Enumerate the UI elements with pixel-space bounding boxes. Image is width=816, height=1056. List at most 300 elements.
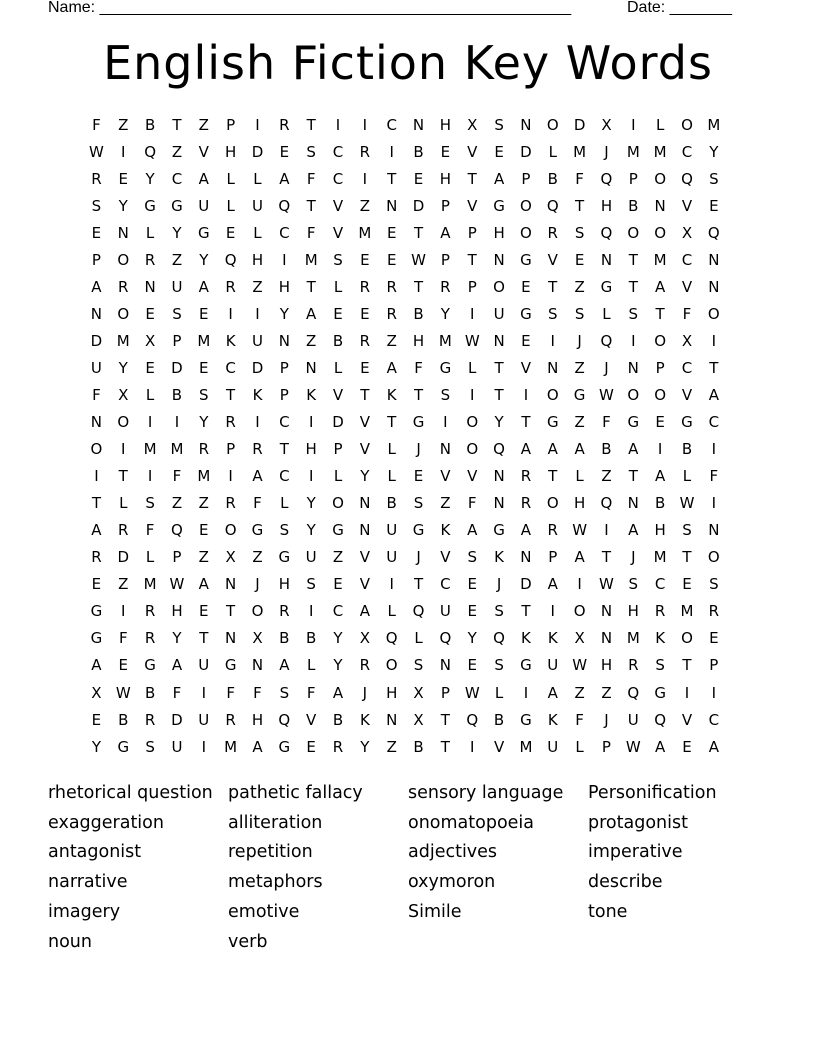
grid-letter[interactable]: F (253, 683, 262, 702)
grid-letter[interactable]: E (145, 304, 155, 323)
grid-letter[interactable]: A (493, 169, 505, 188)
grid-letter[interactable]: O (654, 331, 667, 350)
grid-letter[interactable]: Y (306, 494, 316, 513)
grid-letter[interactable]: Q (278, 710, 291, 729)
grid-letter[interactable]: E (199, 602, 209, 621)
grid-letter[interactable]: X (91, 683, 102, 702)
grid-letter[interactable]: N (90, 413, 103, 432)
grid-letter[interactable]: O (520, 223, 532, 242)
grid-letter[interactable]: D (251, 358, 264, 377)
grid-letter[interactable]: E (279, 142, 290, 161)
grid-letter[interactable]: A (198, 575, 209, 594)
grid-letter[interactable]: Z (574, 413, 585, 432)
grid-letter[interactable]: Z (171, 494, 183, 513)
grid-letter[interactable]: R (225, 413, 236, 432)
grid-letter[interactable]: Q (627, 683, 640, 702)
grid-letter[interactable]: M (143, 575, 157, 594)
grid-letter[interactable]: X (225, 548, 236, 567)
grid-letter[interactable]: A (628, 440, 639, 459)
grid-letter[interactable]: F (602, 413, 611, 432)
grid-letter[interactable]: I (255, 115, 260, 134)
grid-letter[interactable]: A (306, 304, 317, 323)
grid-letter[interactable]: R (520, 467, 532, 486)
grid-letter[interactable]: O (627, 385, 640, 404)
grid-letter[interactable]: L (387, 467, 396, 486)
grid-letter[interactable]: U (198, 710, 210, 729)
grid-letter[interactable]: E (521, 331, 531, 350)
grid-letter[interactable]: T (279, 440, 289, 459)
grid-letter[interactable]: T (306, 115, 316, 134)
grid-letter[interactable]: B (332, 710, 344, 729)
grid-letter[interactable]: I (147, 467, 153, 486)
grid-letter[interactable]: D (171, 358, 183, 377)
grid-letter[interactable]: H (573, 494, 586, 513)
grid-letter[interactable]: Z (198, 115, 209, 134)
grid-letter[interactable]: V (359, 548, 370, 567)
grid-letter[interactable]: Z (574, 358, 585, 377)
grid-letter[interactable]: L (119, 494, 128, 513)
grid-letter[interactable]: U (547, 656, 559, 675)
grid-letter[interactable]: P (548, 548, 558, 567)
grid-letter[interactable]: N (654, 196, 666, 215)
grid-letter[interactable]: G (520, 250, 532, 269)
grid-letter[interactable]: G (278, 737, 291, 756)
grid-letter[interactable]: H (251, 710, 264, 729)
grid-letter[interactable]: S (494, 115, 504, 134)
grid-letter[interactable]: H (278, 277, 290, 296)
grid-letter[interactable]: C (708, 413, 720, 432)
grid-letter[interactable]: P (628, 169, 638, 188)
grid-letter[interactable]: T (682, 548, 692, 567)
grid-letter[interactable]: I (711, 683, 717, 702)
grid-letter[interactable]: H (439, 169, 452, 188)
grid-letter[interactable]: G (681, 413, 693, 432)
grid-letter[interactable]: B (171, 385, 183, 404)
grid-letter[interactable]: Y (118, 196, 128, 215)
grid-letter[interactable]: S (494, 656, 504, 675)
grid-letter[interactable]: N (278, 331, 290, 350)
grid-letter[interactable]: E (467, 602, 477, 621)
grid-letter[interactable]: E (118, 656, 128, 675)
grid-letter[interactable]: V (467, 142, 478, 161)
grid-letter[interactable]: N (493, 331, 505, 350)
grid-letter[interactable]: P (440, 683, 450, 702)
grid-letter[interactable]: B (144, 683, 156, 702)
grid-letter[interactable]: G (600, 277, 613, 296)
grid-letter[interactable]: M (626, 629, 640, 648)
grid-letter[interactable]: P (440, 196, 450, 215)
grid-letter[interactable]: G (144, 196, 156, 215)
grid-letter[interactable]: S (574, 223, 585, 242)
grid-letter[interactable]: O (251, 602, 264, 621)
grid-letter[interactable]: N (520, 548, 532, 567)
grid-letter[interactable]: Y (360, 467, 370, 486)
grid-letter[interactable]: C (279, 223, 290, 242)
grid-letter[interactable]: V (359, 575, 370, 594)
grid-letter[interactable]: F (253, 494, 262, 513)
grid-letter[interactable]: M (304, 250, 318, 269)
grid-letter[interactable]: O (224, 521, 237, 540)
grid-letter[interactable]: S (655, 656, 665, 675)
grid-letter[interactable]: J (631, 548, 636, 567)
grid-letter[interactable]: O (546, 494, 559, 513)
grid-letter[interactable]: L (333, 467, 343, 486)
grid-letter[interactable]: R (225, 277, 236, 296)
grid-letter[interactable]: E (225, 223, 236, 242)
grid-letter[interactable]: T (387, 169, 397, 188)
grid-letter[interactable]: P (467, 223, 477, 242)
grid-letter[interactable]: C (440, 575, 451, 594)
grid-letter[interactable]: R (628, 656, 639, 675)
grid-letter[interactable]: A (198, 277, 209, 296)
grid-letter[interactable]: D (171, 710, 183, 729)
grid-letter[interactable]: E (386, 223, 397, 242)
grid-letter[interactable]: C (386, 115, 397, 134)
grid-letter[interactable]: N (493, 494, 505, 513)
grid-letter[interactable]: B (601, 440, 612, 459)
grid-letter[interactable]: O (573, 602, 586, 621)
grid-letter[interactable]: U (386, 521, 398, 540)
grid-letter[interactable]: G (90, 629, 103, 648)
grid-letter[interactable]: L (468, 358, 477, 377)
grid-letter[interactable]: I (550, 602, 555, 621)
grid-letter[interactable]: I (631, 331, 636, 350)
grid-letter[interactable]: Q (600, 494, 613, 513)
grid-letter[interactable]: I (711, 494, 717, 513)
grid-letter[interactable]: V (681, 196, 693, 215)
grid-letter[interactable]: I (94, 467, 99, 486)
grid-letter[interactable]: S (494, 602, 504, 621)
grid-letter[interactable]: S (333, 250, 343, 269)
grid-letter[interactable]: O (654, 223, 667, 242)
grid-letter[interactable]: E (360, 250, 370, 269)
grid-letter[interactable]: Y (440, 304, 450, 323)
grid-letter[interactable]: V (467, 196, 478, 215)
grid-letter[interactable]: V (681, 710, 693, 729)
grid-letter[interactable]: R (359, 142, 371, 161)
grid-letter[interactable]: V (306, 710, 317, 729)
grid-letter[interactable]: E (574, 250, 585, 269)
grid-letter[interactable]: S (279, 683, 290, 702)
grid-letter[interactable]: P (172, 331, 182, 350)
grid-letter[interactable]: R (440, 277, 451, 296)
grid-letter[interactable]: I (577, 575, 582, 594)
grid-letter[interactable]: M (680, 602, 694, 621)
grid-letter[interactable]: T (413, 277, 424, 296)
grid-letter[interactable]: H (251, 250, 264, 269)
grid-letter[interactable]: Q (171, 521, 183, 540)
grid-letter[interactable]: F (226, 683, 235, 702)
grid-letter[interactable]: G (520, 656, 532, 675)
grid-letter[interactable]: K (521, 629, 531, 648)
grid-letter[interactable]: B (413, 737, 424, 756)
grid-letter[interactable]: T (601, 548, 612, 567)
grid-letter[interactable]: N (600, 629, 613, 648)
grid-letter[interactable]: D (117, 548, 130, 567)
grid-letter[interactable]: T (199, 629, 209, 648)
grid-letter[interactable]: F (306, 223, 316, 242)
grid-letter[interactable]: G (412, 521, 425, 540)
grid-letter[interactable]: W (464, 683, 480, 702)
grid-letter[interactable]: S (279, 521, 290, 540)
grid-letter[interactable]: F (467, 494, 477, 513)
grid-letter[interactable]: M (653, 548, 667, 567)
grid-letter[interactable]: T (467, 169, 477, 188)
grid-letter[interactable]: T (548, 277, 558, 296)
grid-letter[interactable]: F (709, 467, 719, 486)
grid-letter[interactable]: T (413, 385, 424, 404)
grid-letter[interactable]: T (628, 467, 638, 486)
grid-letter[interactable]: R (144, 602, 156, 621)
grid-letter[interactable]: X (118, 385, 129, 404)
grid-letter[interactable]: O (117, 413, 130, 432)
grid-letter[interactable]: E (360, 304, 370, 323)
grid-letter[interactable]: T (494, 385, 504, 404)
grid-letter[interactable]: I (228, 304, 233, 323)
grid-letter[interactable]: Z (601, 467, 612, 486)
grid-letter[interactable]: B (681, 440, 693, 459)
grid-letter[interactable]: H (600, 656, 613, 675)
grid-letter[interactable]: R (279, 115, 290, 134)
grid-letter[interactable]: S (413, 494, 424, 513)
grid-letter[interactable]: G (573, 385, 586, 404)
grid-letter[interactable]: U (305, 548, 317, 567)
grid-letter[interactable]: K (494, 548, 504, 567)
grid-letter[interactable]: T (413, 575, 424, 594)
grid-letter[interactable]: D (412, 196, 425, 215)
grid-letter[interactable]: S (172, 304, 182, 323)
grid-letter[interactable]: W (411, 250, 426, 269)
grid-letter[interactable]: H (171, 602, 183, 621)
grid-letter[interactable]: B (118, 710, 129, 729)
grid-letter[interactable]: J (604, 710, 609, 729)
grid-letter[interactable]: N (305, 358, 317, 377)
grid-letter[interactable]: X (359, 629, 370, 648)
grid-letter[interactable]: Y (467, 629, 477, 648)
grid-letter[interactable]: I (657, 440, 663, 459)
grid-letter[interactable]: C (279, 413, 290, 432)
grid-letter[interactable]: W (89, 142, 104, 161)
grid-letter[interactable]: W (679, 494, 695, 513)
grid-letter[interactable]: W (572, 656, 588, 675)
grid-letter[interactable]: R (91, 548, 102, 567)
grid-letter[interactable]: S (440, 385, 451, 404)
grid-letter[interactable]: A (171, 656, 183, 675)
grid-letter[interactable]: T (709, 358, 719, 377)
date-field[interactable]: Date: _______ (627, 0, 732, 16)
grid-letter[interactable]: A (440, 223, 451, 242)
grid-letter[interactable]: A (91, 277, 102, 296)
grid-letter[interactable]: Z (601, 683, 612, 702)
grid-letter[interactable]: M (707, 115, 721, 134)
grid-letter[interactable]: G (224, 656, 237, 675)
grid-letter[interactable]: T (172, 115, 182, 134)
grid-letter[interactable]: M (197, 331, 211, 350)
grid-letter[interactable]: H (627, 602, 639, 621)
grid-letter[interactable]: Y (306, 521, 316, 540)
grid-letter[interactable]: Q (546, 196, 559, 215)
grid-letter[interactable]: R (386, 304, 397, 323)
grid-letter[interactable]: T (118, 467, 128, 486)
grid-letter[interactable]: H (493, 223, 505, 242)
grid-letter[interactable]: U (627, 710, 639, 729)
grid-letter[interactable]: K (386, 385, 397, 404)
grid-letter[interactable]: Q (600, 331, 613, 350)
grid-letter[interactable]: M (143, 440, 157, 459)
grid-letter[interactable]: P (467, 277, 477, 296)
grid-letter[interactable]: D (251, 142, 264, 161)
grid-letter[interactable]: W (572, 521, 588, 540)
grid-letter[interactable]: J (604, 358, 609, 377)
grid-letter[interactable]: N (225, 575, 237, 594)
grid-letter[interactable]: P (279, 385, 289, 404)
grid-letter[interactable]: R (386, 277, 397, 296)
grid-letter[interactable]: E (199, 521, 209, 540)
grid-letter[interactable]: M (653, 250, 667, 269)
grid-letter[interactable]: N (493, 467, 505, 486)
grid-letter[interactable]: E (145, 358, 155, 377)
grid-letter[interactable]: E (467, 656, 477, 675)
grid-letter[interactable]: T (521, 413, 531, 432)
grid-letter[interactable]: W (599, 575, 614, 594)
grid-letter[interactable]: P (226, 440, 236, 459)
grid-letter[interactable]: O (385, 656, 398, 675)
grid-letter[interactable]: J (577, 331, 582, 350)
grid-letter[interactable]: A (547, 683, 558, 702)
grid-letter[interactable]: R (144, 250, 156, 269)
grid-letter[interactable]: U (386, 548, 398, 567)
grid-letter[interactable]: N (708, 277, 720, 296)
grid-letter[interactable]: X (252, 629, 263, 648)
grid-letter[interactable]: Q (681, 169, 693, 188)
grid-letter[interactable]: H (600, 196, 613, 215)
grid-letter[interactable]: R (359, 277, 371, 296)
grid-letter[interactable]: L (682, 467, 692, 486)
grid-letter[interactable]: G (197, 223, 210, 242)
grid-letter[interactable]: I (470, 737, 475, 756)
grid-letter[interactable]: U (171, 737, 183, 756)
grid-letter[interactable]: P (226, 115, 236, 134)
grid-letter[interactable]: T (306, 277, 316, 296)
grid-letter[interactable]: A (91, 656, 102, 675)
grid-letter[interactable]: M (224, 737, 238, 756)
grid-letter[interactable]: Z (252, 277, 263, 296)
grid-letter[interactable]: L (548, 142, 557, 161)
grid-letter[interactable]: T (387, 413, 397, 432)
grid-letter[interactable]: T (440, 710, 450, 729)
grid-letter[interactable]: Y (360, 737, 370, 756)
grid-letter[interactable]: V (359, 413, 370, 432)
grid-letter[interactable]: L (280, 494, 289, 513)
grid-letter[interactable]: L (655, 115, 665, 134)
grid-letter[interactable]: I (121, 440, 126, 459)
grid-letter[interactable]: T (467, 250, 477, 269)
grid-letter[interactable]: N (627, 494, 639, 513)
grid-letter[interactable]: I (604, 521, 609, 540)
grid-letter[interactable]: I (255, 304, 260, 323)
grid-letter[interactable]: E (91, 223, 102, 242)
grid-letter[interactable]: J (255, 575, 260, 594)
grid-letter[interactable]: A (386, 358, 397, 377)
grid-letter[interactable]: T (413, 223, 424, 242)
grid-letter[interactable]: X (467, 115, 478, 134)
grid-letter[interactable]: I (255, 413, 260, 432)
grid-letter[interactable]: T (655, 304, 665, 323)
grid-letter[interactable]: K (547, 710, 558, 729)
grid-letter[interactable]: D (520, 575, 532, 594)
grid-letter[interactable]: U (493, 304, 505, 323)
grid-letter[interactable]: N (493, 250, 505, 269)
grid-letter[interactable]: I (523, 683, 529, 702)
grid-letter[interactable]: I (201, 683, 207, 702)
grid-letter[interactable]: O (654, 385, 667, 404)
grid-letter[interactable]: P (521, 169, 531, 188)
grid-letter[interactable]: O (117, 250, 130, 269)
grid-letter[interactable]: G (90, 602, 103, 621)
grid-letter[interactable]: O (546, 385, 559, 404)
grid-letter[interactable]: I (711, 440, 717, 459)
grid-letter[interactable]: Z (198, 494, 209, 513)
grid-letter[interactable]: L (145, 548, 155, 567)
grid-letter[interactable]: A (574, 440, 585, 459)
grid-letter[interactable]: M (519, 737, 533, 756)
grid-letter[interactable]: V (493, 737, 505, 756)
grid-letter[interactable]: P (440, 250, 450, 269)
grid-letter[interactable]: F (172, 683, 182, 702)
grid-letter[interactable]: Y (118, 358, 128, 377)
grid-letter[interactable]: G (627, 413, 640, 432)
grid-letter[interactable]: T (360, 385, 370, 404)
grid-letter[interactable]: V (681, 385, 693, 404)
grid-letter[interactable]: I (631, 115, 636, 134)
grid-letter[interactable]: I (147, 413, 153, 432)
grid-letter[interactable]: S (199, 385, 209, 404)
grid-letter[interactable]: B (332, 331, 344, 350)
grid-letter[interactable]: S (628, 575, 639, 594)
grid-letter[interactable]: N (439, 440, 451, 459)
grid-letter[interactable]: R (520, 494, 532, 513)
grid-letter[interactable]: J (416, 440, 421, 459)
grid-letter[interactable]: U (198, 656, 210, 675)
grid-letter[interactable]: K (359, 710, 370, 729)
grid-letter[interactable]: V (440, 548, 451, 567)
grid-letter[interactable]: K (655, 629, 666, 648)
grid-letter[interactable]: Y (91, 737, 101, 756)
grid-letter[interactable]: Z (386, 737, 397, 756)
grid-letter[interactable]: X (144, 331, 156, 350)
grid-letter[interactable]: H (412, 331, 425, 350)
grid-letter[interactable]: A (520, 521, 532, 540)
grid-letter[interactable]: R (144, 629, 156, 648)
grid-letter[interactable]: N (547, 358, 559, 377)
grid-letter[interactable]: M (626, 142, 640, 161)
grid-letter[interactable]: Z (359, 196, 370, 215)
grid-letter[interactable]: E (709, 196, 719, 215)
grid-letter[interactable]: R (118, 277, 129, 296)
grid-letter[interactable]: E (199, 304, 209, 323)
grid-letter[interactable]: Z (306, 331, 317, 350)
grid-letter[interactable]: F (92, 385, 101, 404)
grid-letter[interactable]: I (121, 142, 126, 161)
grid-letter[interactable]: O (681, 115, 693, 134)
grid-letter[interactable]: T (306, 196, 316, 215)
grid-letter[interactable]: R (359, 331, 371, 350)
grid-letter[interactable]: W (169, 575, 185, 594)
grid-letter[interactable]: U (171, 277, 183, 296)
grid-letter[interactable]: F (682, 304, 692, 323)
grid-letter[interactable]: T (628, 277, 638, 296)
grid-letter[interactable]: S (306, 575, 316, 594)
